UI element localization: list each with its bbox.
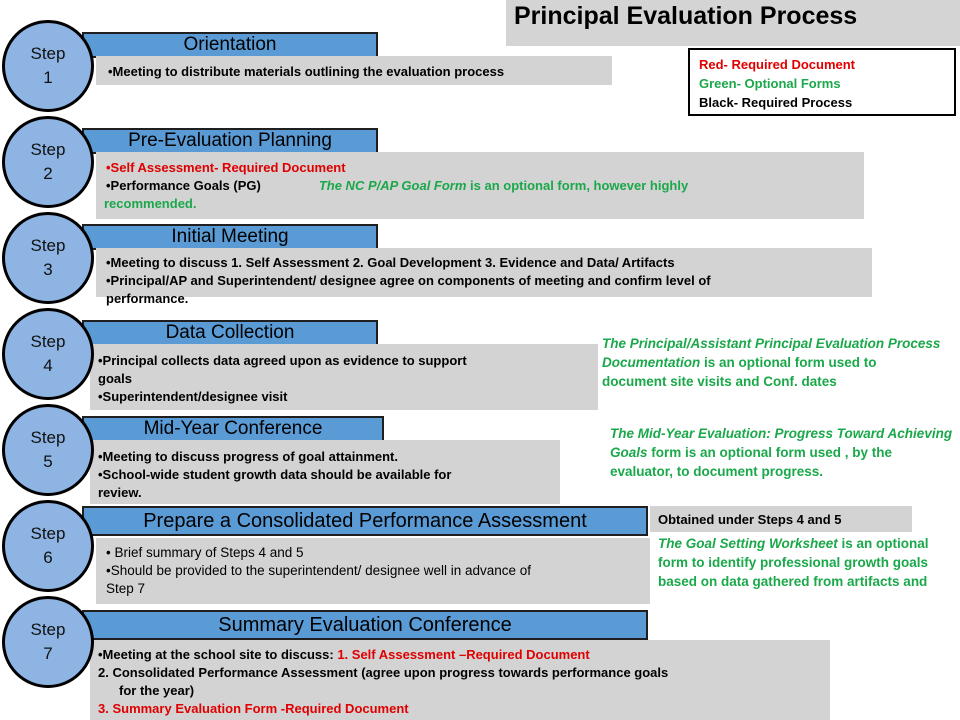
step6-obtained: Obtained under Steps 4 and 5 <box>658 512 842 527</box>
step7-circle <box>2 596 94 688</box>
page-title: Principal Evaluation Process <box>514 2 858 30</box>
step-label: Step <box>30 236 66 255</box>
step-number: 2 <box>43 164 53 183</box>
step-number: 6 <box>43 548 53 567</box>
step5-note-rest: form is an optional form used , by the evaluator, to document progress. <box>610 445 893 479</box>
step3-body <box>96 248 872 306</box>
color-legend <box>688 48 956 116</box>
step2-body <box>96 152 864 219</box>
step1-line: •Meeting to distribute materials outlining the evaluation process <box>108 64 505 79</box>
step6-obtained-box <box>650 506 912 532</box>
step6-circle <box>2 500 94 592</box>
step4-note-form: The Principal/Assistant Principal Evaluation Process Documentation <box>602 336 941 370</box>
step5-line3: review. <box>98 485 142 500</box>
step-label: Step <box>30 140 66 159</box>
step-number: 5 <box>43 452 53 471</box>
step-label: Step <box>30 44 66 63</box>
step7-line3: for the year) <box>119 683 195 698</box>
step1-circle <box>2 20 94 112</box>
step4-note-rest2: document site visits and Conf. dates <box>602 374 837 389</box>
step6-note-rest: is an optional form to identify professional growth goals based on data gathered from artifacts and <box>658 536 929 589</box>
step3-header: Initial Meeting <box>82 224 378 250</box>
step7-line1b: 1. Self Assessment –Required Document <box>337 647 590 662</box>
step5-body <box>90 440 560 504</box>
legend-red: Red- Required Document <box>699 57 856 72</box>
step-number: 4 <box>43 356 53 375</box>
step6-line2: •Should be provided to the superintendent/ designee well in advance of <box>106 563 532 578</box>
step5-note <box>610 424 955 481</box>
step7-line4: 3. Summary Evaluation Form -Required Document <box>98 701 409 716</box>
step4-body <box>90 344 598 410</box>
step4-header: Data Collection <box>82 320 378 346</box>
legend-black: Black- Required Process <box>699 95 853 110</box>
step2-line1: •Self Assessment- Required Document <box>106 160 346 175</box>
step-number: 7 <box>43 644 53 663</box>
step6-line1: • Brief summary of Steps 4 and 5 <box>106 545 304 560</box>
step4-line3: •Superintendent/designee visit <box>98 389 288 404</box>
step7-body <box>90 640 830 720</box>
step4-circle <box>2 308 94 400</box>
step5-circle <box>2 404 94 496</box>
step6-body <box>96 538 650 604</box>
step7-line2: 2. Consolidated Performance Assessment (agree upon progress towards performance goals <box>98 665 669 680</box>
step6-line3: Step 7 <box>106 581 146 596</box>
step1-header: Orientation <box>82 32 378 58</box>
step1-body <box>96 56 612 85</box>
step3-circle <box>2 212 94 304</box>
step-label: Step <box>30 428 66 447</box>
step-label: Step <box>30 620 66 639</box>
step3-line1: •Meeting to discuss 1. Self Assessment 2. Goal Development 3. Evidence and Data/ Artifacts <box>106 255 675 270</box>
step5-header: Mid-Year Conference <box>82 416 384 442</box>
step2-line3: recommended. <box>104 196 197 211</box>
step-label: Step <box>30 332 66 351</box>
step-number: 3 <box>43 260 53 279</box>
step3-line3: performance. <box>106 291 189 306</box>
step2-line2a: •Performance Goals (PG) <box>106 178 261 193</box>
step2-circle <box>2 116 94 208</box>
step-number: 1 <box>43 68 53 87</box>
step4-line2: goals <box>98 371 132 386</box>
step6-header: Prepare a Consolidated Performance Assessment <box>82 506 648 536</box>
step4-line1: •Principal collects data agreed upon as evidence to support <box>98 353 467 368</box>
step3-line2: •Principal/AP and Superintendent/ designee agree on components of meeting and confirm level of <box>106 273 711 288</box>
step2-line2b: is an optional form, however highly <box>466 178 689 193</box>
step7-header: Summary Evaluation Conference <box>82 610 648 640</box>
step-label: Step <box>30 524 66 543</box>
step4-note <box>602 334 952 391</box>
step5-line2: •School-wide student growth data should be available for <box>98 467 452 482</box>
step6-note <box>658 534 958 638</box>
step7-line1a: •Meeting at the school site to discuss: <box>98 647 338 662</box>
step5-line1: •Meeting to discuss progress of goal attainment. <box>98 449 398 464</box>
step6-note-form: The Goal Setting Worksheet <box>658 536 838 551</box>
step5-note-form: The Mid-Year Evaluation: Progress Toward Achieving Goals <box>610 426 953 460</box>
step2-header: Pre-Evaluation Planning <box>82 128 378 154</box>
step2-form-name: The NC P/AP Goal Form <box>318 178 467 193</box>
legend-green: Green- Optional Forms <box>699 76 841 91</box>
step4-note-rest1: is an optional form used to <box>700 355 877 370</box>
